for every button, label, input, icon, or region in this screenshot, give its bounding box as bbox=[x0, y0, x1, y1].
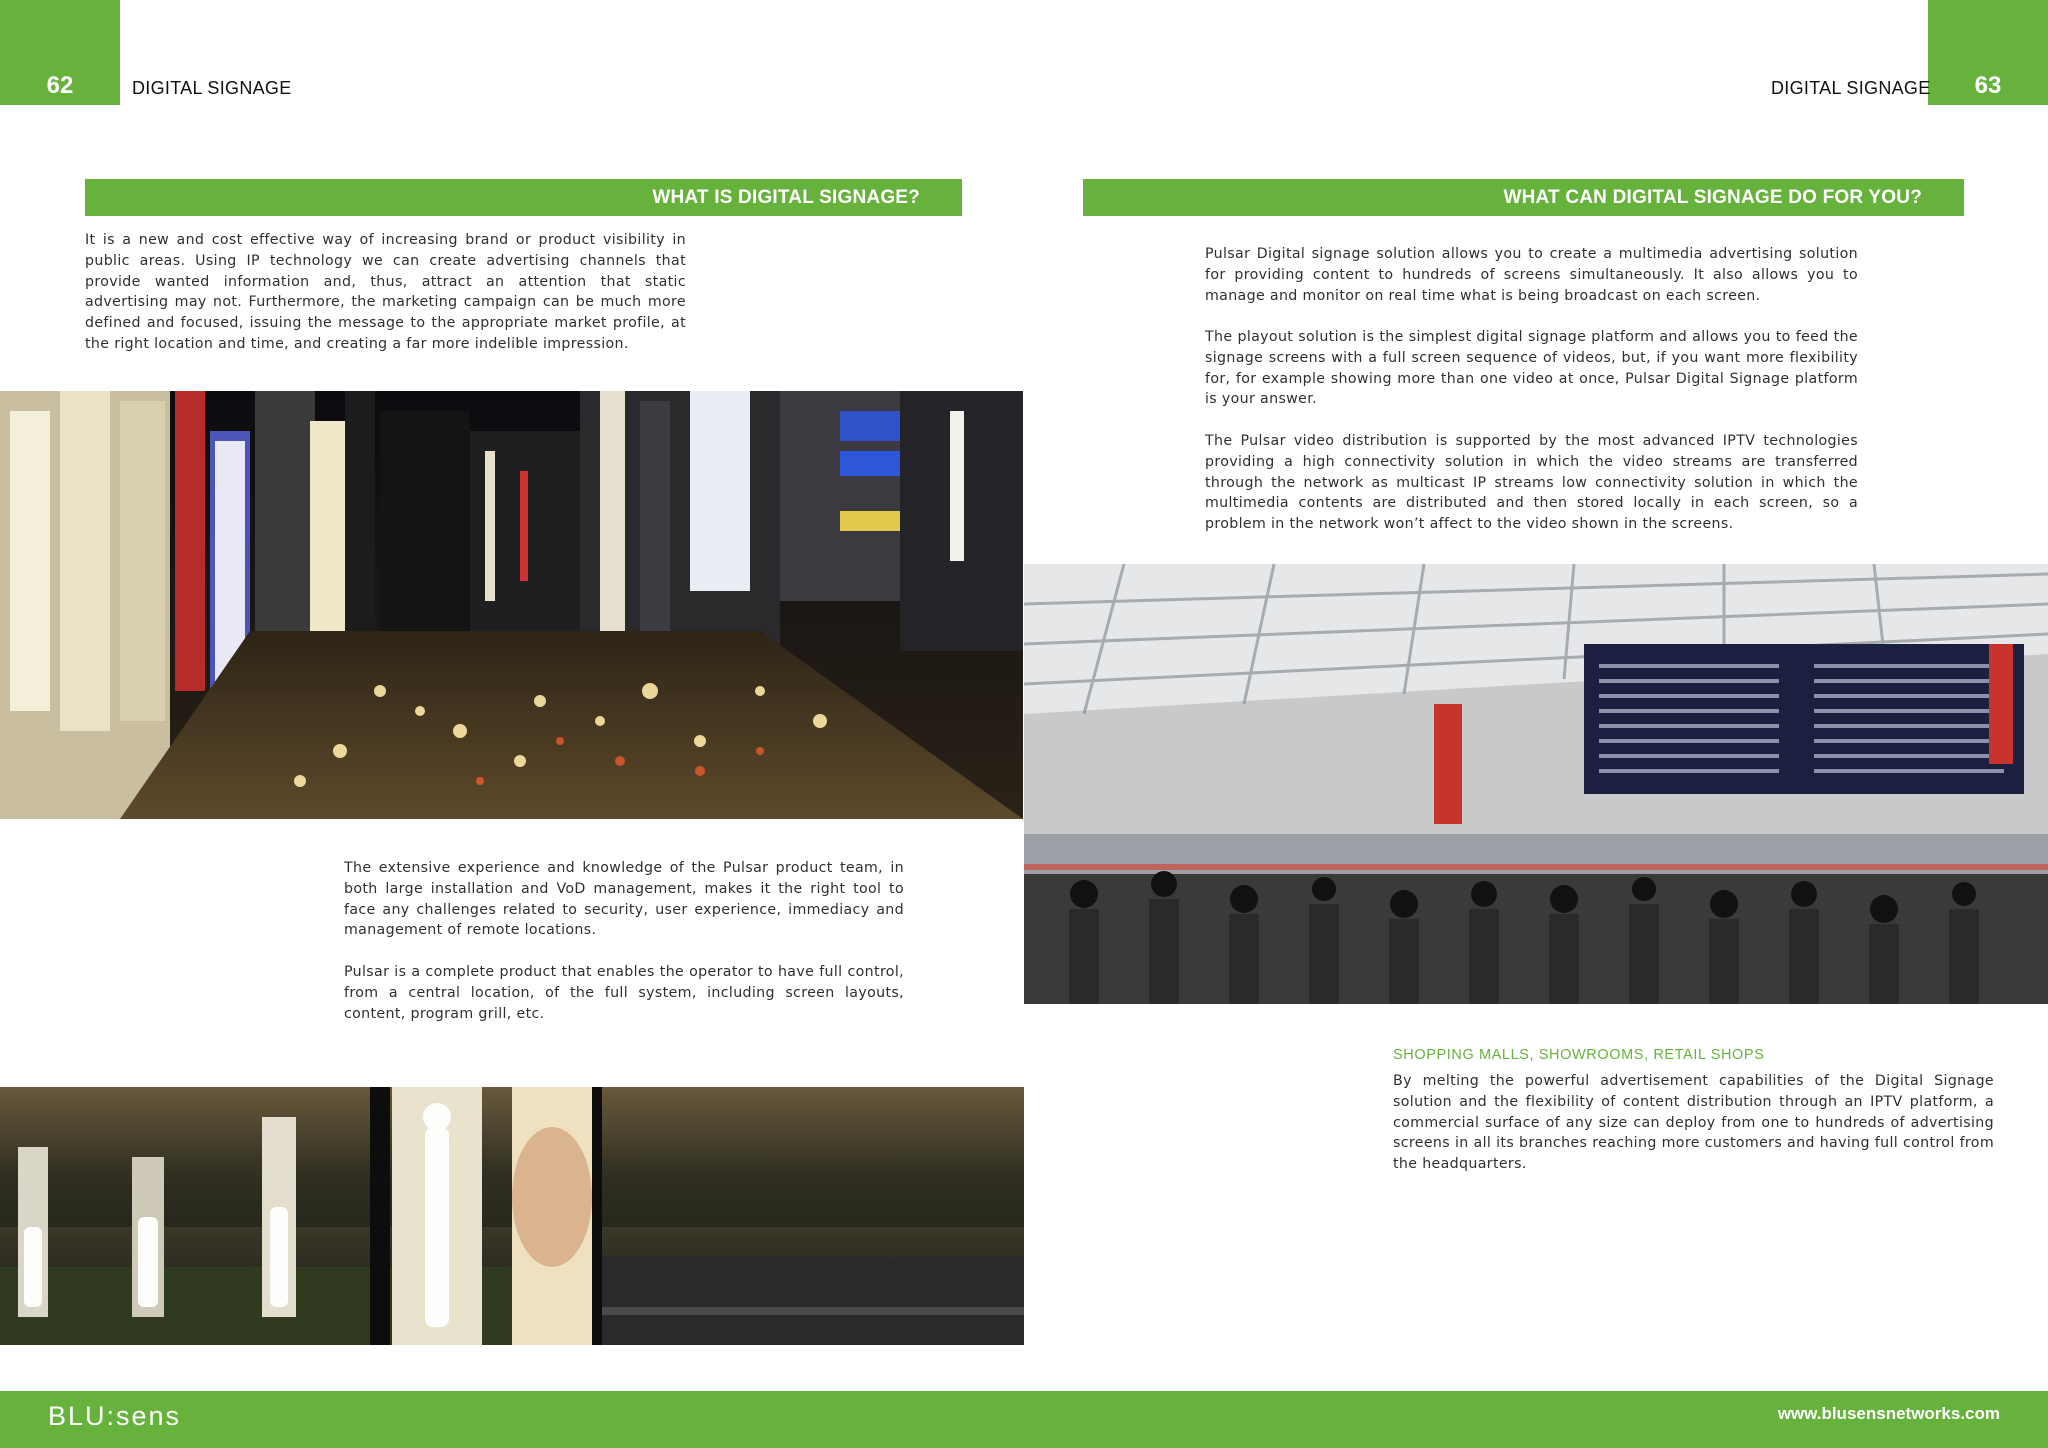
intro-paragraph: It is a new and cost effective way of increasing brand or product visibility in public areas. Using IP technology we can create advertising channels that provide wanted information and, thus, attract an attention that static advertising may not. Furthermore, the marketing campaign can be much more defined and focused, issuing the message to the appropriate market profile, at the right location and time, and creating a far more indelible impression. bbox=[85, 232, 686, 352]
section-header-what-can bbox=[1083, 179, 1964, 216]
pulsar-control-paragraph: Pulsar is a complete product that enables the operator to have full control, from a central location, of the full system, including screen layouts, content, program grill, etc. bbox=[344, 964, 904, 1022]
section-title-what-is: WHAT IS DIGITAL SIGNAGE? bbox=[652, 186, 920, 208]
shopping-malls-paragraph: By melting the powerful advertisement capabilities of the Digital Signage solution and the flexibility of content distribution through an IPTV platform, a commercial surface of any size can deploy from one to hundreds of advertising screens in all its branches reaching more customers and having full control from the headquarters. bbox=[1393, 1073, 1994, 1173]
blusens-logo: BLU:sens bbox=[48, 1401, 182, 1431]
page-number-tab-right bbox=[1928, 0, 2048, 105]
page-number-left: 62 bbox=[46, 72, 74, 99]
website-url[interactable]: www.blusensnetworks.com bbox=[1777, 1404, 2000, 1423]
running-head-right: DIGITAL SIGNAGE bbox=[1771, 78, 1931, 98]
video-distribution-paragraph: The Pulsar video distribution is supported by the most advanced IPTV technologies providing a high connectivity solution in which the video streams are transferred through the network as multicast IP streams low connectivity solution in which the multimedia contents are distributed and then stored locally in each screen, so a problem in the network won’t affect to the video shown in the screens. bbox=[1205, 433, 1858, 533]
night-city-photo bbox=[0, 391, 1023, 819]
pulsar-solution-paragraph: Pulsar Digital signage solution allows you to create a multimedia advertising solution for providing content to hundreds of screens simultaneously. It also allows you to manage and monitor on real time what is being broadcast on each screen. bbox=[1205, 246, 1858, 304]
chess-screens-photo bbox=[0, 1087, 1024, 1345]
experience-paragraph: The extensive experience and knowledge of the Pulsar product team, in both large installation and VoD management, makes it the right tool to face any challenges related to security, user experience, immediacy and management of remote locations. bbox=[344, 860, 904, 939]
section-title-what-can: WHAT CAN DIGITAL SIGNAGE DO FOR YOU? bbox=[1503, 186, 1922, 208]
playout-paragraph: The playout solution is the simplest digital signage platform and allows you to feed the signage screens with a full screen sequence of videos, but, if you want more flexibility for, for example showing more than one video at once, Pulsar Digital Signage platform is your answer. bbox=[1205, 329, 1858, 408]
airport-hall-photo bbox=[1024, 564, 2048, 1004]
shopping-malls-subhead: SHOPPING MALLS, SHOWROOMS, RETAIL SHOPS bbox=[1393, 1047, 1765, 1063]
page-number-right: 63 bbox=[1974, 72, 2002, 99]
page-number-tab-left bbox=[0, 0, 120, 105]
running-head-left: DIGITAL SIGNAGE bbox=[132, 78, 292, 98]
section-header-what-is bbox=[85, 179, 962, 216]
footer-bar bbox=[0, 1391, 2048, 1448]
